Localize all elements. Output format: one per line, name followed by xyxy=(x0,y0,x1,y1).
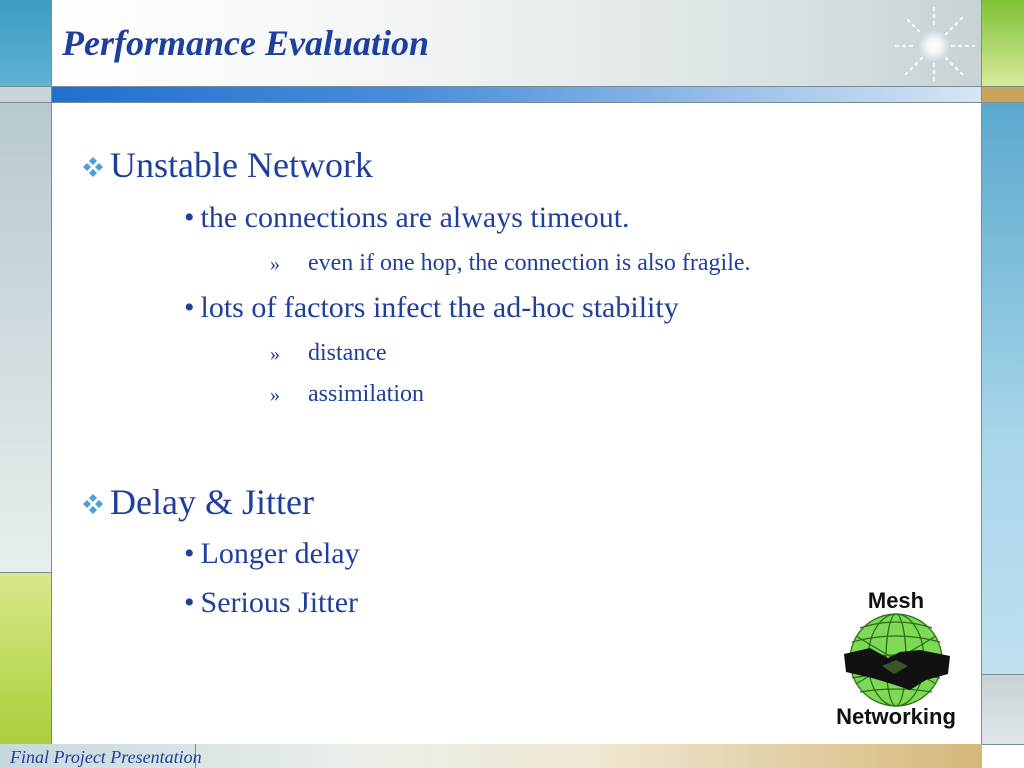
diamond-bullet-icon xyxy=(82,493,104,515)
section-heading-text: Delay & Jitter xyxy=(110,482,314,522)
bullet-item xyxy=(184,586,358,620)
left-accent-middle xyxy=(0,102,51,572)
right-accent-split-line xyxy=(982,674,1024,675)
logo-bottom-text: Networking xyxy=(836,704,956,729)
diamond-bullet-icon xyxy=(82,156,104,178)
left-accent-top xyxy=(0,0,51,86)
section-heading-delay-jitter xyxy=(82,481,314,523)
double-chevron-bullet-icon: » xyxy=(270,253,280,275)
bullet-item xyxy=(184,201,630,235)
right-divider-line xyxy=(981,0,982,768)
handshake-globe-icon xyxy=(844,614,950,706)
bullet-dot-icon: • xyxy=(184,291,195,324)
section-heading-unstable-network xyxy=(82,144,373,186)
double-chevron-bullet-icon: » xyxy=(270,343,280,365)
bullet-text: Serious Jitter xyxy=(200,586,359,619)
right-accent-band xyxy=(982,86,1024,102)
sparkle-icon xyxy=(890,4,980,84)
bullet-text: lots of factors infect the ad-hoc stability xyxy=(200,291,679,324)
bullet-text: the connections are always timeout. xyxy=(200,201,630,234)
gradbar-bottom-line xyxy=(0,102,1024,103)
subitem-text: even if one hop, the connection is also fragile. xyxy=(308,250,751,276)
left-divider-line xyxy=(51,0,52,768)
right-accent-lower xyxy=(982,674,1024,744)
title-gradient-bar xyxy=(51,86,982,102)
left-accent-band xyxy=(0,86,51,102)
slide-title: Performance Evaluation xyxy=(62,23,429,63)
left-accent-bottom xyxy=(0,572,51,744)
subitem xyxy=(270,250,751,277)
section-heading-text: Unstable Network xyxy=(110,145,373,185)
left-accent-split-line xyxy=(0,572,51,573)
bullet-dot-icon: • xyxy=(184,537,195,570)
subitem xyxy=(270,381,424,408)
footer-text: Final Project Presentation xyxy=(10,747,202,767)
bullet-item xyxy=(184,291,679,325)
bullet-text: Longer delay xyxy=(200,537,360,570)
title-bottom-line xyxy=(0,86,1024,87)
right-accent-middle xyxy=(982,102,1024,674)
subitem-text: distance xyxy=(308,340,387,366)
double-chevron-bullet-icon: » xyxy=(270,384,280,406)
subitem-text: assimilation xyxy=(308,381,424,407)
subitem xyxy=(270,340,387,367)
bullet-item xyxy=(184,537,360,571)
right-accent-top xyxy=(982,0,1024,86)
bullet-dot-icon: • xyxy=(184,586,195,619)
logo-top-text: Mesh xyxy=(867,588,925,613)
right-accent-bottom xyxy=(982,744,1024,768)
mesh-networking-logo xyxy=(822,586,972,732)
bullet-dot-icon: • xyxy=(184,201,195,234)
